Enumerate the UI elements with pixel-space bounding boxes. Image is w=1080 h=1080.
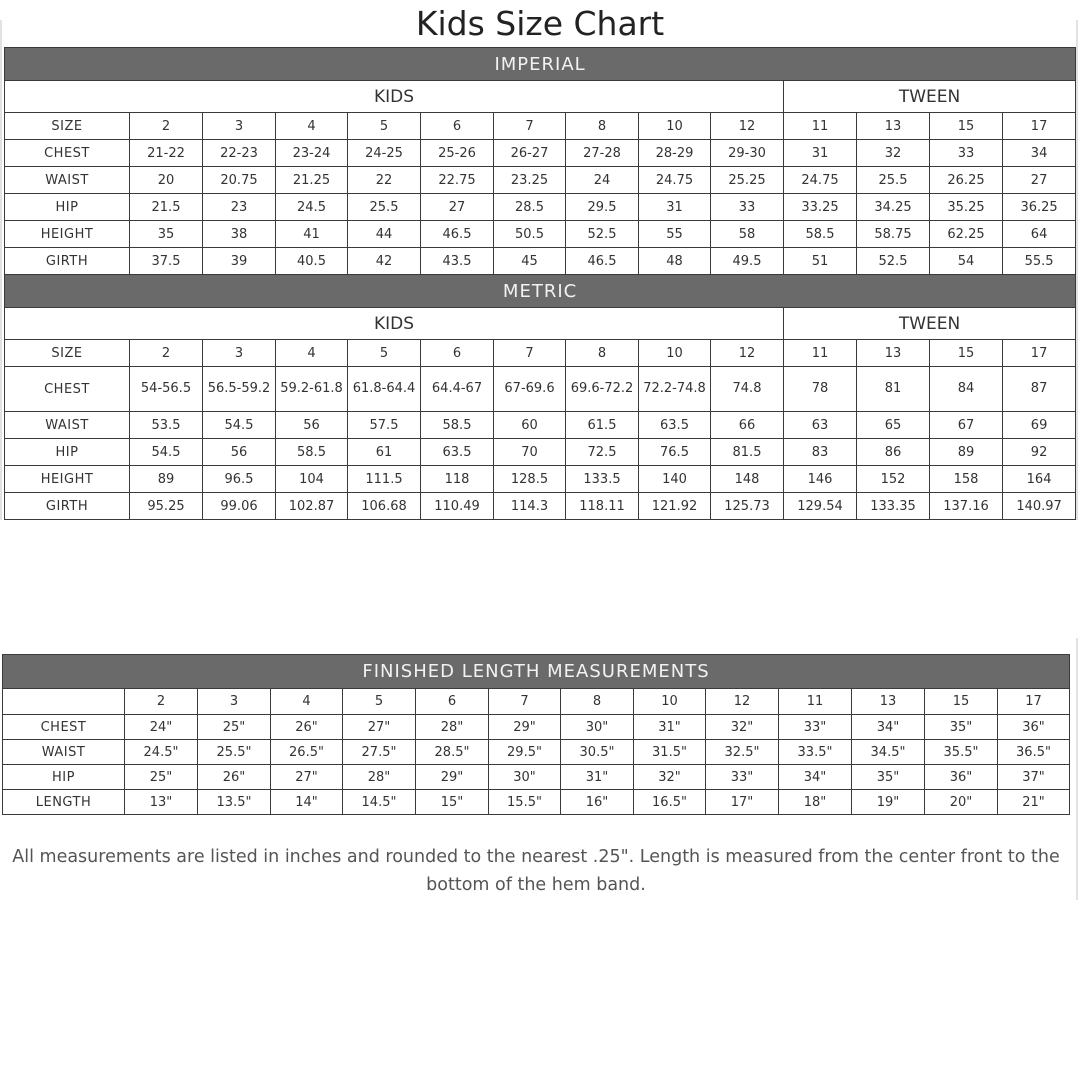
imperial-band-row: [5, 48, 1076, 81]
table-cell: 54: [930, 248, 1003, 275]
imperial-group-row: [5, 81, 1076, 113]
table-cell: 36": [925, 765, 998, 790]
table-cell: 67-69.6: [494, 367, 566, 412]
table-cell: 32.5": [706, 740, 779, 765]
table-cell: 20": [925, 790, 998, 815]
table-cell: 26-27: [494, 140, 566, 167]
table-cell: 72.2-74.8: [639, 367, 711, 412]
table-cell: 19": [852, 790, 925, 815]
metric-band: METRIC: [5, 275, 1076, 308]
table-cell: 118.11: [566, 493, 639, 520]
table-cell: 3: [203, 340, 276, 367]
table-row: [3, 765, 1070, 790]
table-cell: 95.25: [130, 493, 203, 520]
row-label: HEIGHT: [5, 466, 130, 493]
table-cell: 35.5": [925, 740, 998, 765]
table-cell: 46.5: [421, 221, 494, 248]
table-cell: 4: [276, 113, 348, 140]
table-cell: 32: [857, 140, 930, 167]
table-cell: 21": [998, 790, 1070, 815]
table-cell: 26.25: [930, 167, 1003, 194]
table-cell: 29.5: [566, 194, 639, 221]
table-cell: 36.5": [998, 740, 1070, 765]
table-cell: 4: [276, 340, 348, 367]
table-cell: 24": [125, 715, 198, 740]
table-cell: 36": [998, 715, 1070, 740]
table-cell: 99.06: [203, 493, 276, 520]
table-cell: 27-28: [566, 140, 639, 167]
table-cell: 33.5": [779, 740, 852, 765]
table-cell: 35": [852, 765, 925, 790]
row-label: WAIST: [5, 167, 130, 194]
table-cell: 96.5: [203, 466, 276, 493]
table-cell: 66: [711, 412, 784, 439]
table-cell: 26.5": [271, 740, 343, 765]
table-cell: 44: [348, 221, 421, 248]
table-cell: 16.5": [634, 790, 706, 815]
table-cell: 15": [416, 790, 489, 815]
table-cell: 106.68: [348, 493, 421, 520]
table-cell: 13: [857, 340, 930, 367]
table-cell: 25.25: [711, 167, 784, 194]
table-cell: 7: [494, 340, 566, 367]
table-cell: 34": [779, 765, 852, 790]
table-cell: 81: [857, 367, 930, 412]
left-edge-strip: [0, 20, 2, 520]
table-cell: 137.16: [930, 493, 1003, 520]
table-cell: 70: [494, 439, 566, 466]
table-row: [3, 740, 1070, 765]
table-cell: 26": [271, 715, 343, 740]
table-cell: 34.25: [857, 194, 930, 221]
table-cell: 32": [706, 715, 779, 740]
table-cell: 133.5: [566, 466, 639, 493]
table-cell: 51: [784, 248, 857, 275]
row-label: SIZE: [5, 113, 130, 140]
table-cell: 15: [930, 113, 1003, 140]
row-label: GIRTH: [5, 493, 130, 520]
table-cell: 29.5": [489, 740, 561, 765]
table-cell: 34": [852, 715, 925, 740]
table-cell: 128.5: [494, 466, 566, 493]
table-cell: 89: [130, 466, 203, 493]
table-cell: 110.49: [421, 493, 494, 520]
table-cell: 81.5: [711, 439, 784, 466]
table-row: [5, 439, 1076, 466]
imperial-kids-header: KIDS: [5, 81, 784, 113]
table-cell: 24-25: [348, 140, 421, 167]
table-row: [5, 248, 1076, 275]
table-cell: 59.2-61.8: [276, 367, 348, 412]
table-cell: 76.5: [639, 439, 711, 466]
table-cell: 64: [1003, 221, 1076, 248]
table-cell: 28": [416, 715, 489, 740]
table-cell: 111.5: [348, 466, 421, 493]
table-cell: 74.8: [711, 367, 784, 412]
table-cell: 14": [271, 790, 343, 815]
table-cell: 37": [998, 765, 1070, 790]
table-cell: 69.6-72.2: [566, 367, 639, 412]
table-cell: 28": [343, 765, 416, 790]
table-cell: 22: [348, 167, 421, 194]
row-label: CHEST: [5, 367, 130, 412]
table-cell: 146: [784, 466, 857, 493]
table-cell: 27": [271, 765, 343, 790]
table-cell: 23.25: [494, 167, 566, 194]
table-cell: 60: [494, 412, 566, 439]
table-cell: 27: [421, 194, 494, 221]
table-cell: 25-26: [421, 140, 494, 167]
table-cell: 21.25: [276, 167, 348, 194]
table-cell: 30": [561, 715, 634, 740]
table-cell: 22-23: [203, 140, 276, 167]
table-cell: 58.75: [857, 221, 930, 248]
table-cell: 33": [706, 765, 779, 790]
table-cell: 61: [348, 439, 421, 466]
table-row: [5, 493, 1076, 520]
table-cell: 57.5: [348, 412, 421, 439]
table-row: [5, 194, 1076, 221]
table-cell: 89: [930, 439, 1003, 466]
table-row: [5, 466, 1076, 493]
table-cell: 61.5: [566, 412, 639, 439]
row-label: WAIST: [3, 740, 125, 765]
table-cell: 16": [561, 790, 634, 815]
table-cell: 49.5: [711, 248, 784, 275]
size-header-cell: 8: [561, 689, 634, 715]
table-cell: 24.75: [639, 167, 711, 194]
table-cell: 33": [779, 715, 852, 740]
size-header-cell: 10: [634, 689, 706, 715]
table-cell: 32": [634, 765, 706, 790]
table-cell: 29": [489, 715, 561, 740]
size-header-cell: 17: [998, 689, 1070, 715]
table-cell: 102.87: [276, 493, 348, 520]
table-cell: 24: [566, 167, 639, 194]
row-label: HIP: [3, 765, 125, 790]
table-cell: 25": [125, 765, 198, 790]
table-cell: 23-24: [276, 140, 348, 167]
table-cell: 3: [203, 113, 276, 140]
table-cell: 27: [1003, 167, 1076, 194]
table-cell: 12: [711, 113, 784, 140]
table-cell: 104: [276, 466, 348, 493]
finished-size-row: [3, 689, 1070, 715]
table-cell: 10: [639, 113, 711, 140]
table-cell: 23: [203, 194, 276, 221]
table-cell: 8: [566, 113, 639, 140]
table-cell: 13": [125, 790, 198, 815]
row-label: HEIGHT: [5, 221, 130, 248]
table-cell: 164: [1003, 466, 1076, 493]
table-row: [5, 367, 1076, 412]
table-cell: 65: [857, 412, 930, 439]
table-row: [5, 113, 1076, 140]
table-cell: 41: [276, 221, 348, 248]
right-edge-strip: [1076, 20, 1078, 520]
table-cell: 27.5": [343, 740, 416, 765]
table-cell: 83: [784, 439, 857, 466]
table-cell: 13.5": [198, 790, 271, 815]
table-cell: 17": [706, 790, 779, 815]
table-cell: 17: [1003, 340, 1076, 367]
table-cell: 31: [639, 194, 711, 221]
table-cell: 33: [711, 194, 784, 221]
table-cell: 26": [198, 765, 271, 790]
table-cell: 50.5: [494, 221, 566, 248]
table-cell: 56: [276, 412, 348, 439]
table-cell: 33.25: [784, 194, 857, 221]
table-cell: 22.75: [421, 167, 494, 194]
table-cell: 45: [494, 248, 566, 275]
metric-kids-header: KIDS: [5, 308, 784, 340]
finished-band-row: [3, 655, 1070, 689]
table-cell: 58.5: [421, 412, 494, 439]
row-label: WAIST: [5, 412, 130, 439]
table-cell: 28.5": [416, 740, 489, 765]
table-cell: 25.5": [198, 740, 271, 765]
table-cell: 29-30: [711, 140, 784, 167]
table-row: [5, 412, 1076, 439]
table-cell: 11: [784, 340, 857, 367]
table-cell: 61.8-64.4: [348, 367, 421, 412]
finished-band: FINISHED LENGTH MEASUREMENTS: [3, 655, 1070, 689]
empty-corner-cell: [3, 689, 125, 715]
table-cell: 2: [130, 340, 203, 367]
table-cell: 37.5: [130, 248, 203, 275]
table-cell: 63: [784, 412, 857, 439]
table-cell: 54-56.5: [130, 367, 203, 412]
table-cell: 63.5: [421, 439, 494, 466]
table-cell: 24.5: [276, 194, 348, 221]
table-cell: 31": [634, 715, 706, 740]
table-cell: 21.5: [130, 194, 203, 221]
table-cell: 52.5: [857, 248, 930, 275]
table-cell: 5: [348, 113, 421, 140]
table-cell: 2: [130, 113, 203, 140]
table-cell: 114.3: [494, 493, 566, 520]
table-cell: 29": [416, 765, 489, 790]
size-header-cell: 11: [779, 689, 852, 715]
table-cell: 133.35: [857, 493, 930, 520]
row-label: HIP: [5, 194, 130, 221]
table-cell: 28-29: [639, 140, 711, 167]
table-cell: 35.25: [930, 194, 1003, 221]
table-cell: 43.5: [421, 248, 494, 275]
size-header-cell: 12: [706, 689, 779, 715]
size-header-cell: 3: [198, 689, 271, 715]
row-label: CHEST: [3, 715, 125, 740]
table-cell: 14.5": [343, 790, 416, 815]
table-cell: 36.25: [1003, 194, 1076, 221]
table-cell: 25.5: [857, 167, 930, 194]
table-cell: 78: [784, 367, 857, 412]
size-header-cell: 13: [852, 689, 925, 715]
table-cell: 6: [421, 113, 494, 140]
metric-group-row: [5, 308, 1076, 340]
table-cell: 11: [784, 113, 857, 140]
measurement-note: All measurements are listed in inches and rounded to the nearest .25". Length is measured from the center front to the bottom of the hem band.: [12, 847, 1060, 895]
table-cell: 52.5: [566, 221, 639, 248]
table-cell: 38: [203, 221, 276, 248]
table-cell: 5: [348, 340, 421, 367]
metric-tween-header: TWEEN: [784, 308, 1076, 340]
size-header-cell: 2: [125, 689, 198, 715]
table-cell: 54.5: [203, 412, 276, 439]
size-header-cell: 7: [489, 689, 561, 715]
size-header-cell: 15: [925, 689, 998, 715]
table-cell: 7: [494, 113, 566, 140]
table-cell: 24.5": [125, 740, 198, 765]
row-label: CHEST: [5, 140, 130, 167]
chart-title: Kids Size Chart: [415, 6, 665, 42]
table-cell: 58: [711, 221, 784, 248]
table-cell: 21-22: [130, 140, 203, 167]
table-cell: 20.75: [203, 167, 276, 194]
imperial-band: IMPERIAL: [5, 48, 1076, 81]
right-edge-strip-lower: [1076, 638, 1078, 900]
table-cell: 118: [421, 466, 494, 493]
table-cell: 8: [566, 340, 639, 367]
table-cell: 34: [1003, 140, 1076, 167]
table-cell: 125.73: [711, 493, 784, 520]
table-cell: 58.5: [784, 221, 857, 248]
table-cell: 86: [857, 439, 930, 466]
finished-length-table: [2, 654, 1070, 815]
table-cell: 30.5": [561, 740, 634, 765]
table-row: [3, 790, 1070, 815]
table-cell: 56.5-59.2: [203, 367, 276, 412]
table-cell: 42: [348, 248, 421, 275]
table-row: [5, 221, 1076, 248]
table-cell: 28.5: [494, 194, 566, 221]
table-cell: 152: [857, 466, 930, 493]
table-cell: 84: [930, 367, 1003, 412]
table-row: [5, 140, 1076, 167]
table-cell: 35": [925, 715, 998, 740]
table-cell: 55.5: [1003, 248, 1076, 275]
metric-band-row: [5, 275, 1076, 308]
table-cell: 17: [1003, 113, 1076, 140]
table-row: [5, 340, 1076, 367]
table-cell: 72.5: [566, 439, 639, 466]
table-cell: 24.75: [784, 167, 857, 194]
table-cell: 39: [203, 248, 276, 275]
row-label: HIP: [5, 439, 130, 466]
table-cell: 140.97: [1003, 493, 1076, 520]
table-cell: 27": [343, 715, 416, 740]
table-cell: 129.54: [784, 493, 857, 520]
table-cell: 12: [711, 340, 784, 367]
table-cell: 140: [639, 466, 711, 493]
table-cell: 15.5": [489, 790, 561, 815]
table-cell: 18": [779, 790, 852, 815]
table-cell: 69: [1003, 412, 1076, 439]
table-cell: 31.5": [634, 740, 706, 765]
table-cell: 92: [1003, 439, 1076, 466]
size-chart-table: [4, 47, 1076, 520]
table-cell: 158: [930, 466, 1003, 493]
table-cell: 46.5: [566, 248, 639, 275]
table-cell: 30": [489, 765, 561, 790]
table-cell: 55: [639, 221, 711, 248]
size-header-cell: 5: [343, 689, 416, 715]
table-cell: 31: [784, 140, 857, 167]
table-cell: 121.92: [639, 493, 711, 520]
table-cell: 10: [639, 340, 711, 367]
table-cell: 15: [930, 340, 1003, 367]
table-cell: 33: [930, 140, 1003, 167]
table-cell: 63.5: [639, 412, 711, 439]
table-cell: 67: [930, 412, 1003, 439]
table-cell: 56: [203, 439, 276, 466]
table-cell: 35: [130, 221, 203, 248]
table-cell: 34.5": [852, 740, 925, 765]
table-cell: 53.5: [130, 412, 203, 439]
table-cell: 58.5: [276, 439, 348, 466]
table-cell: 40.5: [276, 248, 348, 275]
table-cell: 48: [639, 248, 711, 275]
imperial-tween-header: TWEEN: [784, 81, 1076, 113]
table-cell: 54.5: [130, 439, 203, 466]
table-cell: 13: [857, 113, 930, 140]
table-row: [3, 715, 1070, 740]
size-header-cell: 6: [416, 689, 489, 715]
table-cell: 31": [561, 765, 634, 790]
table-cell: 20: [130, 167, 203, 194]
row-label: GIRTH: [5, 248, 130, 275]
table-cell: 25": [198, 715, 271, 740]
table-cell: 87: [1003, 367, 1076, 412]
size-header-cell: 4: [271, 689, 343, 715]
row-label: SIZE: [5, 340, 130, 367]
table-cell: 64.4-67: [421, 367, 494, 412]
table-cell: 25.5: [348, 194, 421, 221]
row-label: LENGTH: [3, 790, 125, 815]
table-row: [5, 167, 1076, 194]
table-cell: 62.25: [930, 221, 1003, 248]
table-cell: 6: [421, 340, 494, 367]
table-cell: 148: [711, 466, 784, 493]
